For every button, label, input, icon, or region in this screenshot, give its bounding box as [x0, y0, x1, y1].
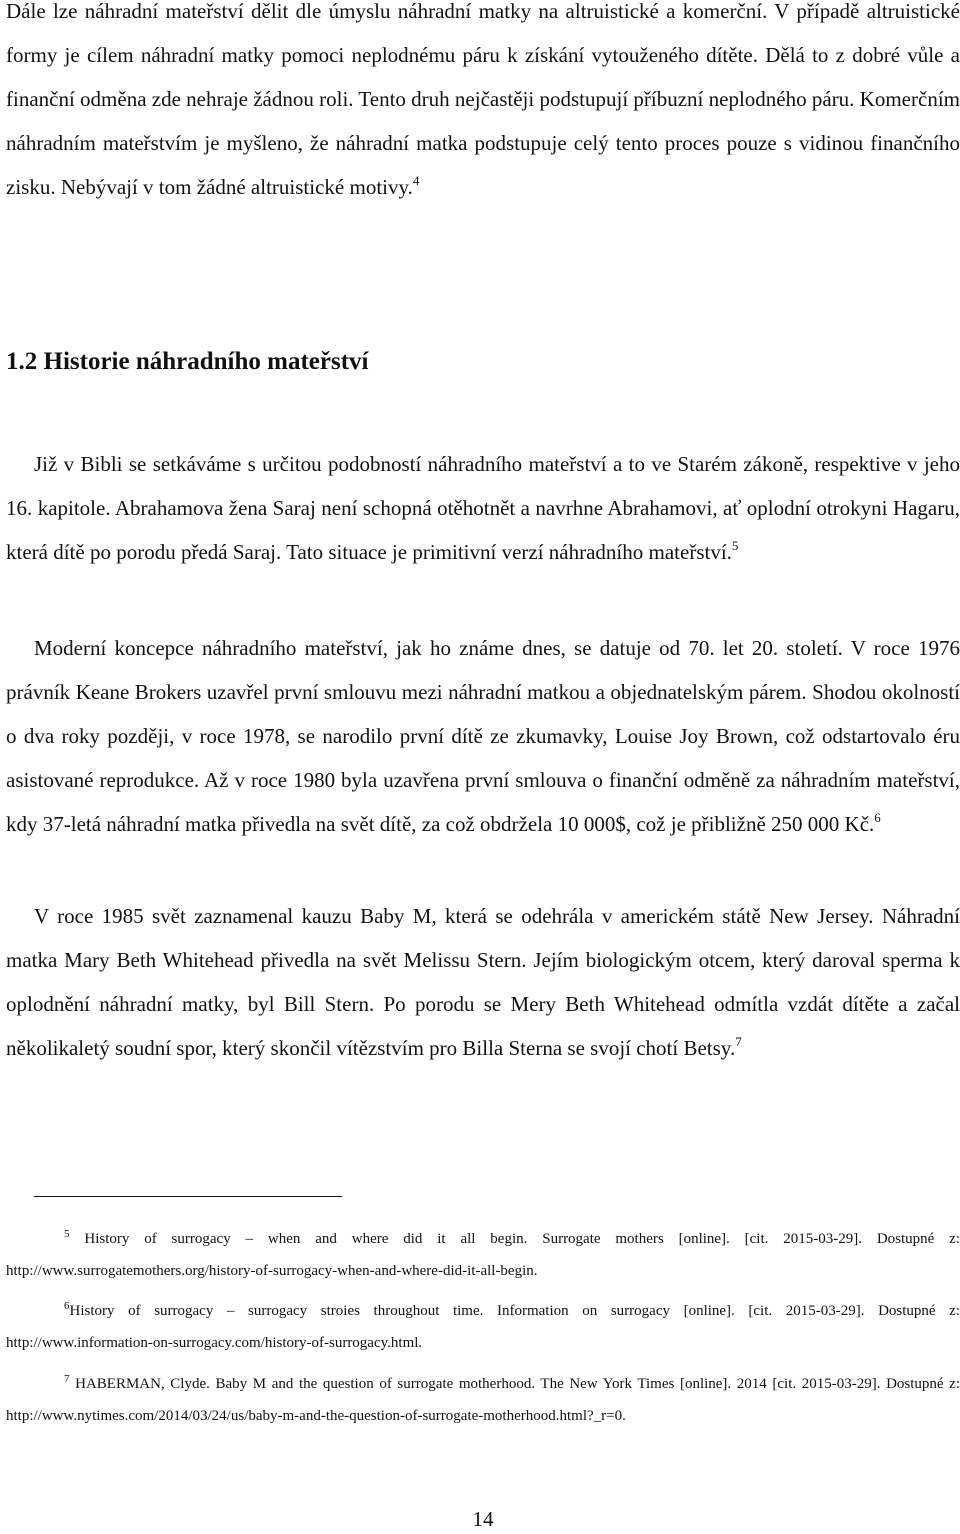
paragraph-surrogacy-types: [6, 0, 960, 209]
footnote-ref[interactable]: 4: [412, 172, 420, 188]
footnote-ref[interactable]: 7: [735, 1033, 742, 1049]
footnote-ref[interactable]: 5: [731, 537, 739, 553]
footnote-6: [6, 1295, 960, 1359]
paragraph-text: Dále lze náhradní mateřství dělit dle úmyslu náhradní matky na altruistické a komerční. V případě altruistické formy je cílem náhradní matky pomoci neplodnému páru k získání vytouženého dítěte. Dělá to z dobré vůle a finanční odměna zde nehraje žádnou roli. Tento druh nejčastěji podstupují příbuzní neplodného páru. Komerčním náhradním mateřstvím je myšleno, že náhradní matka podstupuje celý tento proces pouze s vidinou finančního zisku. Nebývají v tom žádné altruistické motivy.: [6, 0, 960, 199]
section-heading: 1.2 Historie náhradního mateřství: [6, 348, 369, 375]
page-number: 14: [472, 1507, 494, 1531]
footnote-ref[interactable]: 6: [874, 809, 881, 825]
footnote-number: 6: [64, 1299, 70, 1312]
footnote-text: HABERMAN, Clyde. Baby M and the question of surrogate motherhood. The New York Times [online]. 2014 [cit. 2015-03-29]. Dostupné z: http://www.nytimes.com/2014/03/24/us/baby-m-and-the-question-of-surrogate-motherhood.html?_r=0.: [6, 1376, 960, 1424]
paragraph-text: V roce 1985 svět zaznamenal kauzu Baby M, která se odehrála v americkém státě New Jersey. Náhradní matka Mary Beth Whitehead přivedla na svět Melissu Stern. Jejím biologickým otcem, který daroval sperma k oplodnění náhradní matky, byl Bill Stern. Po porodu se Mery Beth Whitehead odmítla vzdát dítěte a začal několikaletý soudní spor, který skončil vítězstvím pro Billa Sterna se svojí chotí Betsy.: [6, 904, 960, 1060]
paragraph-baby-m: [6, 894, 960, 1070]
footnote-7: [6, 1368, 960, 1432]
footnote-text: History of surrogacy – surrogacy stroies throughout time. Information on surrogacy [online]. [cit. 2015-03-29]. Dostupné z: http://www.information-on-surrogacy.com/history-of-surrogacy.html.: [6, 1303, 960, 1351]
paragraph-text: Moderní koncepce náhradního mateřství, jak ho známe dnes, se datuje od 70. let 20. století. V roce 1976 právník Keane Brokers uzavřel první smlouvu mezi náhradní matkou a objednatelským párem. Shodou okolností o dva roky později, v roce 1978, se narodilo první dítě ze zkumavky, Louise Joy Brown, což odstartovalo éru asistované reprodukce. Až v roce 1980 byla uzavřena první smlouva o finanční odměně za náhradním mateřství, kdy 37-letá náhradní matka přivedla na svět dítě, za což obdržela 10 000$, což je přibližně 250 000 Kč.: [6, 636, 960, 836]
footnote-number: 7: [64, 1372, 70, 1385]
footnote-text: History of surrogacy – when and where did it all begin. Surrogate mothers [online]. [cit. 2015-03-29]. Dostupné z: http://www.surrogatemothers.org/history-of-surrogacy-when-and-where-did-it-all-begin.: [6, 1231, 960, 1279]
paragraph-bible: [6, 442, 960, 574]
paragraph-text: Již v Bibli se setkáváme s určitou podobností náhradního mateřství a to ve Starém zákoně, respektive v jeho 16. kapitole. Abrahamova žena Saraj není schopná otěhotnět a navrhne Abrahamovi, ať oplodní otrokyni Hagaru, která dítě po porodu předá Saraj. Tato situace je primitivní verzí náhradního mateřství.: [6, 452, 960, 564]
footnote-5: [6, 1223, 960, 1287]
footnote-separator: [34, 1196, 342, 1197]
footnote-number: 5: [64, 1227, 70, 1240]
paragraph-modern-concept: [6, 626, 960, 846]
